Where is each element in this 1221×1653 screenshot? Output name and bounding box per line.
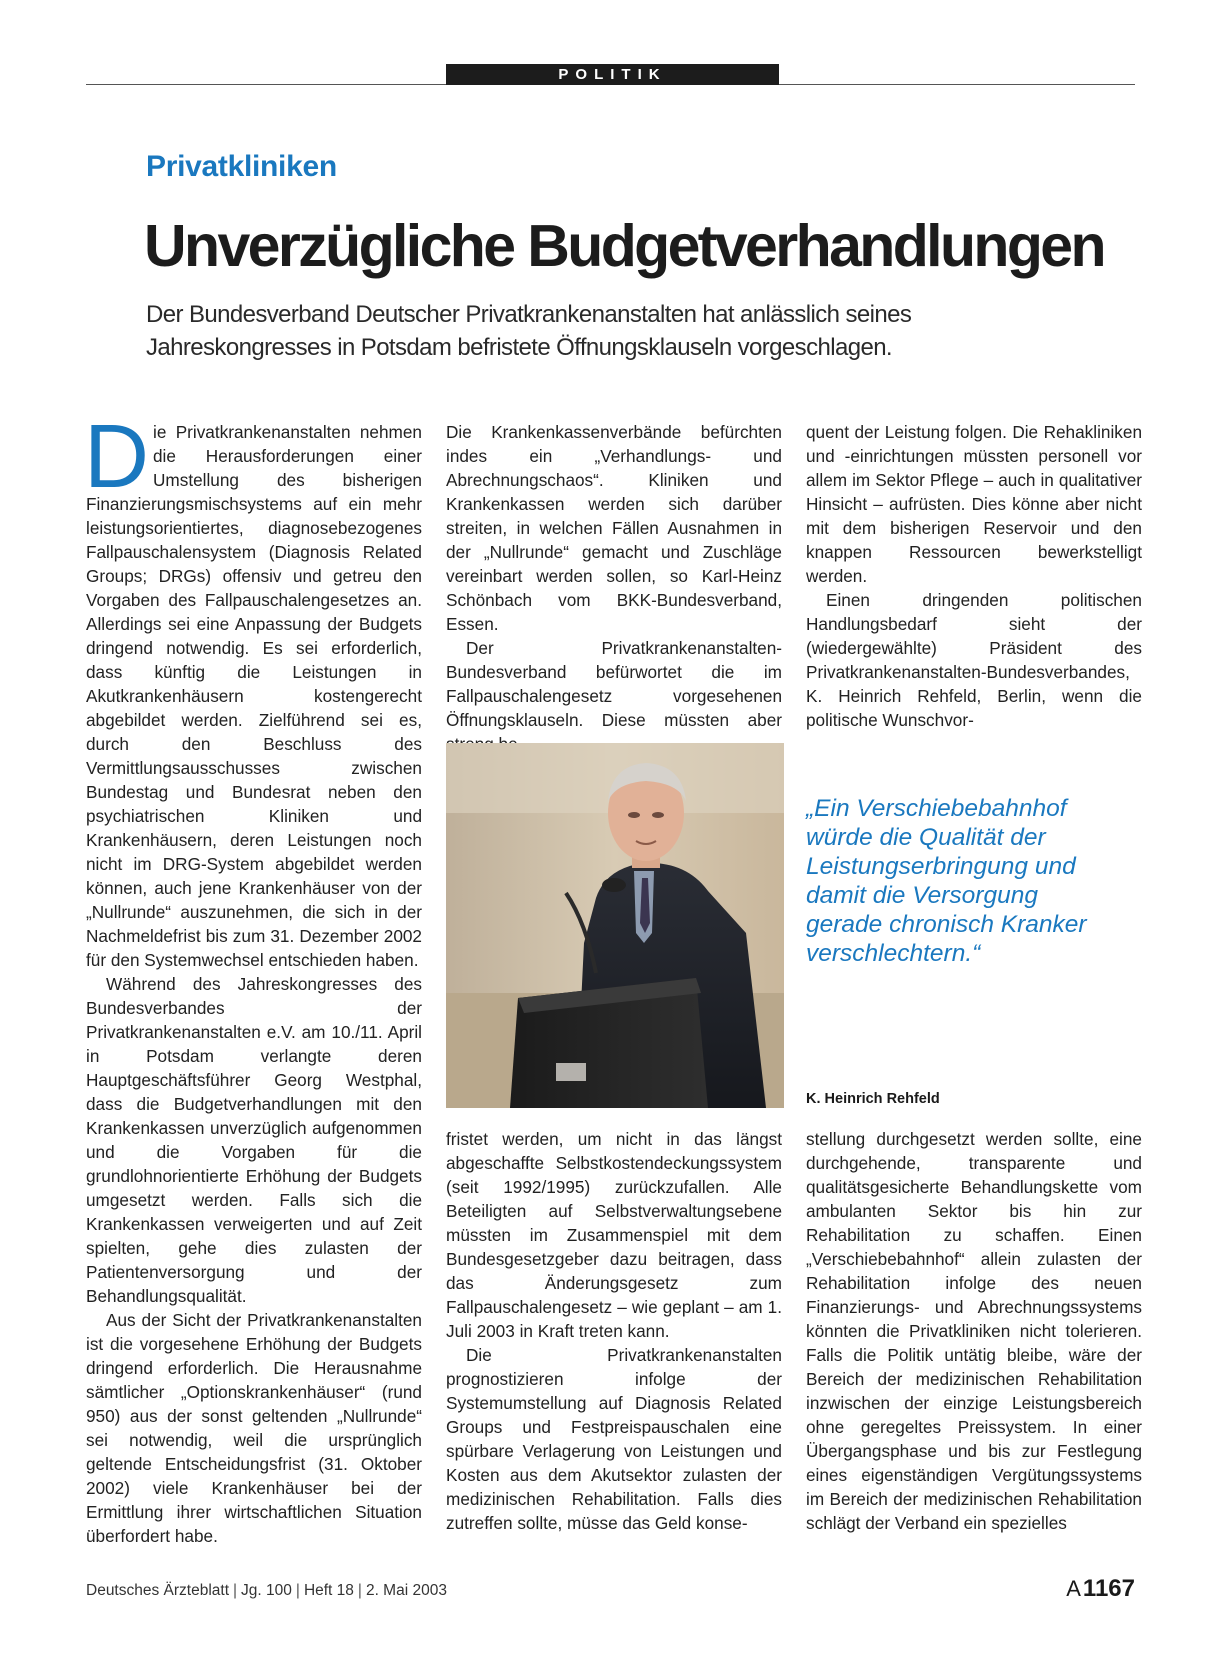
article-lead: Der Bundesverband Deutscher Privatkrankenanstalten hat anlässlich seines Jahreskongresses in Potsdam befristete Öffnungsklauseln vorgeschlagen.: [146, 301, 912, 361]
journal-name: Deutsches Ärzteblatt: [86, 1582, 230, 1599]
pull-quote: „Ein Verschiebebahnhof würde die Qualität der Leistungserbringung und damit die Versorgung gerade chronisch Kranker verschlechtern.“: [806, 795, 1087, 967]
column-1: [84, 407, 422, 1550]
paragraph: Die Privatkrankenanstalten nehmen die Herausforderungen einer Umstellung des bisherigen Finanzierungsmischsystems auf ein mehr leistungsorientiertes, diagnosebezogenes Fallpauschalensystem (Diagnosis Related Groups; DRGs) offensiv und getreu den Vorgaben des Fallpauschalengesetzes an. Allerdings sei eine Anpassung der Budgets dringend notwendig. Es sei erforderlich, dass künftig die Leistungen in Akutkrankenhäusern kostengerecht abgebildet werden. Zielführend sei es, durch den Beschluss des Vermittlungsausschusses zwischen Bundestag und Bundesrat neben den psychiatrischen Kliniken und Krankenhäusern, deren Leistungen noch nicht im DRG-System abgebildet werden können, auch jene Krankenhäuser von der „Nullrunde“ auszunehmen, die sich in der Nachmeldefrist bis zum 31. Dezember 2002 für den Systemwechsel entschieden haben.: [84, 407, 422, 970]
paragraph: Einen dringenden politischen Handlungsbedarf sieht der (wiedergewählte) Präsident des Privatkrankenanstalten-Bundesverbandes, K. Heinrich Rehfeld, Berlin, wenn die politische Wunschvor-: [806, 590, 1142, 730]
journal-date: 2. Mai 2003: [365, 1582, 447, 1599]
column-3-bottom: [806, 1127, 1142, 1557]
paragraph: Während des Jahreskongresses des Bundesverbandes der Privatkrankenanstalten e.V. am 10./11. April in Potsdam verlangte deren Hauptgeschäftsführer Georg Westphal, dass die Budgetverhandlungen mit den Krankenkassen unverzüglich aufgenommen und die Vorgaben für die grundlohnorientierte Erhöhung der Budgets umgesetzt werden. Falls sich die Krankenkassen verweigerten und auf Zeit spielten, gehe dies zulasten der Patientenversorgung und der Behandlungsqualität.: [86, 974, 422, 1306]
column-2-bottom: [446, 1127, 782, 1557]
paragraph: Die Privatkrankenanstalten prognostizieren infolge der Systemumstellung auf Diagnosis Related Groups und Festpreispauschalen eine spürbare Verlagerung von Leistungen und Kosten aus dem Akutsektor zulasten der medizinischen Rehabilitation. Falls dies zutreffen sollte, müsse das Geld konse-: [446, 1345, 782, 1533]
column-3-top: [806, 420, 1142, 730]
paragraph: quent der Leistung folgen. Die Rehakliniken und -einrichtungen müssten personell vor allem im Sektor Pflege – auch in qualitativer Hinsicht – aufrüsten. Dies könne aber nicht mit dem bisherigen Reservoir und den knappen Ressourcen bewerkstelligt werden.: [806, 422, 1142, 586]
paragraph: stellung durchgesetzt werden sollte, eine durchgehende, transparente und qualitätsgesicherte Behandlungskette vom ambulanten Sektor bis hin zur Rehabilitation zu schaffen. Einen „Verschiebebahnhof“ allein zulasten der Rehabilitation infolge des neuen Finanzierungs- und Abrechnungssystems könnten die Privatkliniken nicht tolerieren. Falls die Politik untätig bleibe, wäre der Bereich der medizinischen Rehabilitation inzwischen der einzige Leistungsbereich ohne geregeltes Preissystem. In einer Übergangsphase und bis zur Festlegung eines eigenständigen Vergütungssystems im Bereich der medizinischen Rehabilitation schlägt der Verband ein spezielles: [806, 1129, 1142, 1533]
journal-volume: Jg. 100: [241, 1582, 292, 1599]
column-2-top: [446, 420, 782, 730]
speaker-photo: [446, 743, 784, 1108]
page-number: [1066, 1575, 1135, 1603]
paragraph: Der Privatkrankenanstalten-Bundesverband befürwortet die im Fallpauschalengesetz vorgesehenen Öffnungsklauseln. Diese müssten aber: [446, 638, 782, 730]
page-prefix: A: [1066, 1576, 1081, 1601]
paragraph: fristet werden, um nicht in das längst abgeschaffte Selbstkostendeckungssystem (seit 1992/1995) zurückzufallen. Alle Beteiligten auf Selbstverwaltungsebene müssten im Zusammenspiel mit dem Bundesgesetzgeber dazu beitragen, dass das Änderungsgesetz zum Fallpauschalengesetz – wie geplant – am 1. Juli 2003 in Kraft treten kann.: [446, 1129, 782, 1341]
paragraph: Aus der Sicht der Privatkrankenanstalten ist die vorgesehene Erhöhung der Budgets dringend erforderlich. Die Herausnahme sämtlicher „Optionskrankenhäuser“ (rund 950) aus der sonst geltenden „Nullrunde“ sei notwendig, weil die ursprünglich geltende Entscheidungsfrist (31. Oktober 2002) viele Krankenhäuser bei der Ermittlung ihrer wirtschaftlichen Situation überfordert habe.: [86, 1310, 422, 1546]
drop-cap: D: [84, 407, 149, 507]
footer-citation: Deutsches Ärzteblatt | Jg. 100 | Heft 18 | 2. Mai 2003: [86, 1582, 447, 1599]
paragraph: Die Krankenkassenverbände befürchten indes ein „Verhandlungs- und Abrechnungschaos“. Kliniken und Krankenkassen werden sich darüber streiten, in welchen Fällen Ausnahmen in der „Nullrunde“ gemacht und Zuschläge vereinbart werden sollen, so Karl-Heinz Schönbach vom BKK-Bundesverband, Essen.: [446, 422, 782, 634]
speaker-photo-illustration: [446, 743, 784, 1108]
page-number-value: 1167: [1082, 1575, 1135, 1602]
pull-quote-author: K. Heinrich Rehfeld: [806, 1091, 940, 1107]
section-label: POLITIK: [446, 64, 779, 85]
article-headline: Unverzügliche Budgetverhandlungen: [144, 213, 1104, 279]
article-kicker: Privatkliniken: [146, 150, 337, 183]
journal-issue: Heft 18: [303, 1582, 354, 1599]
